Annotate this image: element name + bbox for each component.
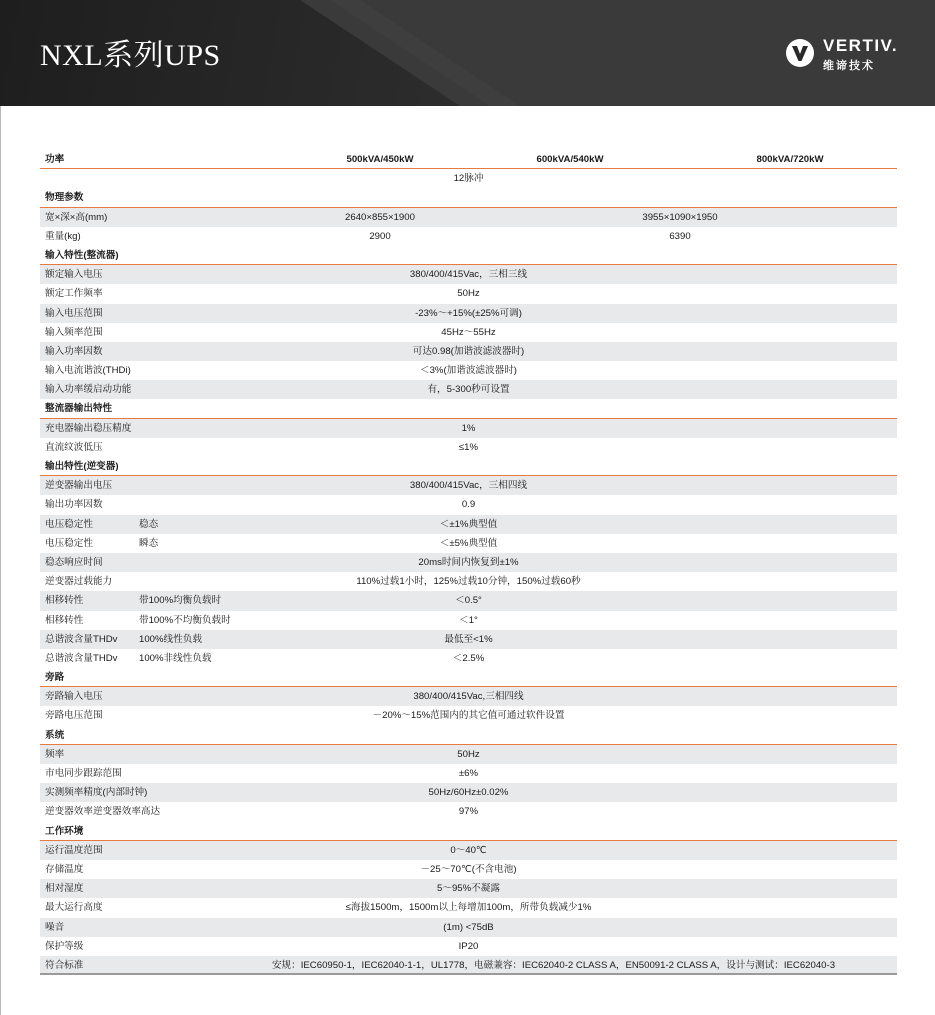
header-col-600kva: 600kVA/540kW xyxy=(536,154,604,165)
row-label: 相移转性 xyxy=(45,614,84,626)
page-header xyxy=(0,0,935,106)
row-label: 逆变器过载能力 xyxy=(45,576,113,588)
row-label: 重量(kg) xyxy=(45,230,81,242)
row-label: 市电同步跟踪范围 xyxy=(45,768,122,779)
table-row xyxy=(40,419,897,438)
row-sublabel: 带100%均衡负载时 xyxy=(139,595,222,607)
table-row xyxy=(40,284,897,303)
row-value: －20%～15%范围内的其它值可通过软件设置 xyxy=(372,710,565,722)
table-row xyxy=(40,227,897,246)
row-value: 0.9 xyxy=(461,499,476,511)
row-label: 总谐波含量THDv xyxy=(45,652,118,664)
brand-subtitle: 维谛技术 xyxy=(823,60,875,72)
table-row xyxy=(40,687,897,706)
table-row xyxy=(40,956,897,975)
row-label: 宽×深×高(mm) xyxy=(45,211,108,223)
pulse-row xyxy=(40,169,897,188)
row-value: 380/400/415Vac，三相三线 xyxy=(409,269,528,281)
section-environment xyxy=(40,822,897,841)
row-value: 50Hz xyxy=(457,748,480,760)
table-row xyxy=(40,553,897,572)
section-title: 整流器输出特性 xyxy=(45,403,113,415)
table-row xyxy=(40,361,897,380)
row-label: 额定输入电压 xyxy=(45,269,103,281)
row-value-600-800kva: 6390 xyxy=(669,230,691,242)
row-label: 输入功率缓启动功能 xyxy=(45,384,132,396)
section-rectifier-output xyxy=(40,399,897,418)
row-value: IP20 xyxy=(458,940,479,952)
row-value: ＜0.5° xyxy=(455,595,482,607)
table-row xyxy=(40,898,897,917)
row-value: 最低至<1% xyxy=(444,633,493,645)
row-label: 输入电压范围 xyxy=(45,307,103,319)
row-value: 110%过载1小时，125%过载10分钟，150%过载60秒 xyxy=(356,576,581,588)
row-value: 1% xyxy=(461,422,476,434)
section-input xyxy=(40,246,897,265)
page-title: NXL系列UPS xyxy=(40,39,221,72)
table-row xyxy=(40,841,897,860)
row-label: 逆变器输出电压 xyxy=(45,480,113,492)
row-value: ＜±5%典型值 xyxy=(439,537,498,549)
row-label: 稳态响应时间 xyxy=(45,556,103,568)
row-label: 相移转性 xyxy=(45,595,84,607)
table-row xyxy=(40,649,897,668)
header-label: 功率 xyxy=(45,154,65,165)
section-output xyxy=(40,457,897,476)
row-value: 5～95%不凝露 xyxy=(437,883,500,895)
table-row xyxy=(40,304,897,323)
section-title: 输入特性(整流器) xyxy=(45,249,119,261)
row-label: 频率 xyxy=(45,748,65,760)
table-row xyxy=(40,611,897,630)
row-value: 380/400/415Vac,三相四线 xyxy=(413,691,524,703)
row-label: 最大运行高度 xyxy=(45,902,103,914)
row-label: 总谐波含量THDv xyxy=(45,633,118,645)
table-row xyxy=(40,495,897,514)
table-row xyxy=(40,208,897,227)
row-label: 输入频率范围 xyxy=(45,326,103,338)
table-row xyxy=(40,802,897,821)
table-row xyxy=(40,265,897,284)
row-value: 可达0.98(加谐波滤波器时) xyxy=(412,345,525,357)
table-row xyxy=(40,879,897,898)
row-label: 旁路电压范围 xyxy=(45,710,103,722)
row-value: 50Hz xyxy=(457,288,480,300)
table-row xyxy=(40,745,897,764)
table-row xyxy=(40,860,897,879)
row-label: 实测频率精度(内部时钟) xyxy=(45,787,148,799)
row-value: ＜1° xyxy=(459,614,478,626)
table-row xyxy=(40,572,897,591)
row-value: 97% xyxy=(458,806,479,818)
row-value: ≤海拔1500m，1500m以上每增加100m，所带负载减少1% xyxy=(345,902,592,914)
row-label: 相对湿度 xyxy=(45,883,84,895)
row-label: 输出功率因数 xyxy=(45,499,103,511)
table-header-row xyxy=(40,150,897,169)
table-row xyxy=(40,438,897,457)
section-title: 工作环境 xyxy=(45,825,84,837)
row-label: 充电器输出稳压精度 xyxy=(45,422,132,434)
left-border-line xyxy=(0,106,1,1015)
row-label: 输入功率因数 xyxy=(45,345,103,357)
row-value: 45Hz～55Hz xyxy=(441,326,496,338)
table-row xyxy=(40,630,897,649)
section-bypass xyxy=(40,668,897,687)
row-value-500kva: 2900 xyxy=(369,230,391,242)
row-value: 50Hz/60Hz±0.02% xyxy=(428,787,509,799)
table-row xyxy=(40,534,897,553)
spec-table xyxy=(40,150,897,975)
row-sublabel: 100%非线性负载 xyxy=(139,652,212,664)
row-label: 符合标准 xyxy=(45,959,84,971)
row-value: 有，5-300秒可设置 xyxy=(427,384,510,396)
row-label: 额定工作频率 xyxy=(45,288,103,300)
table-row xyxy=(40,706,897,725)
table-row xyxy=(40,591,897,610)
row-value: 安规：IEC60950-1，IEC62040-1-1，UL1778，电磁兼容：IEC62040-2 CLASS A，EN50091-2 CLASS A，设计与测试：IEC62040-3 xyxy=(271,959,836,971)
row-label: 旁路输入电压 xyxy=(45,691,103,703)
table-row xyxy=(40,342,897,361)
table-row xyxy=(40,515,897,534)
header-col-500kva: 500kVA/450kW xyxy=(346,154,414,165)
row-value: 380/400/415Vac，三相四线 xyxy=(409,480,528,492)
brand-name: VERTIV. xyxy=(823,36,899,55)
row-label: 噪音 xyxy=(45,921,65,933)
row-value: 0～40℃ xyxy=(450,844,487,856)
row-value: ＜±1%典型值 xyxy=(439,518,498,530)
row-value: -23%～+15%(±25%可调) xyxy=(415,307,522,319)
row-value: (1m) <75dB xyxy=(443,921,494,933)
table-row xyxy=(40,476,897,495)
row-label: 逆变器效率逆变器效率高达 xyxy=(45,806,161,818)
table-row xyxy=(40,937,897,956)
table-row xyxy=(40,764,897,783)
row-label: 运行温度范围 xyxy=(45,844,103,856)
row-sublabel: 稳态 xyxy=(139,518,159,530)
row-value: －25～70℃(不含电池) xyxy=(420,863,517,875)
row-value: ±6% xyxy=(458,768,479,779)
table-row xyxy=(40,918,897,937)
row-label: 输入电流谐波(THDi) xyxy=(45,365,131,377)
row-value: ≤1% xyxy=(458,441,479,453)
row-sublabel: 瞬态 xyxy=(139,537,159,549)
row-value-600-800kva: 3955×1090×1950 xyxy=(642,211,718,223)
table-row xyxy=(40,783,897,802)
row-sublabel: 带100%不均衡负载时 xyxy=(139,614,231,626)
section-system xyxy=(40,726,897,745)
section-title: 输出特性(逆变器) xyxy=(45,461,119,472)
brand xyxy=(785,30,915,78)
table-row xyxy=(40,380,897,399)
row-label: 保护等级 xyxy=(45,940,84,952)
pulse-value: 12脉冲 xyxy=(453,173,484,185)
row-sublabel: 100%线性负载 xyxy=(139,633,202,645)
row-value: ＜2.5% xyxy=(452,652,485,664)
row-label: 电压稳定性 xyxy=(45,518,93,530)
section-title: 物理参数 xyxy=(45,192,84,204)
row-label: 存储温度 xyxy=(45,863,84,875)
row-value-500kva: 2640×855×1900 xyxy=(345,211,415,223)
row-label: 电压稳定性 xyxy=(45,537,93,549)
row-label: 直流纹波低压 xyxy=(45,441,103,453)
section-physical xyxy=(40,188,897,207)
section-title: 旁路 xyxy=(45,672,65,684)
table-row xyxy=(40,323,897,342)
section-title: 系统 xyxy=(45,729,65,741)
row-value: ＜3%(加谐波滤波器时) xyxy=(419,365,517,377)
vertiv-logo-icon xyxy=(785,38,815,68)
row-value: 20ms时间内恢复到±1% xyxy=(418,556,519,568)
header-col-800kva: 800kVA/720kW xyxy=(756,154,824,165)
